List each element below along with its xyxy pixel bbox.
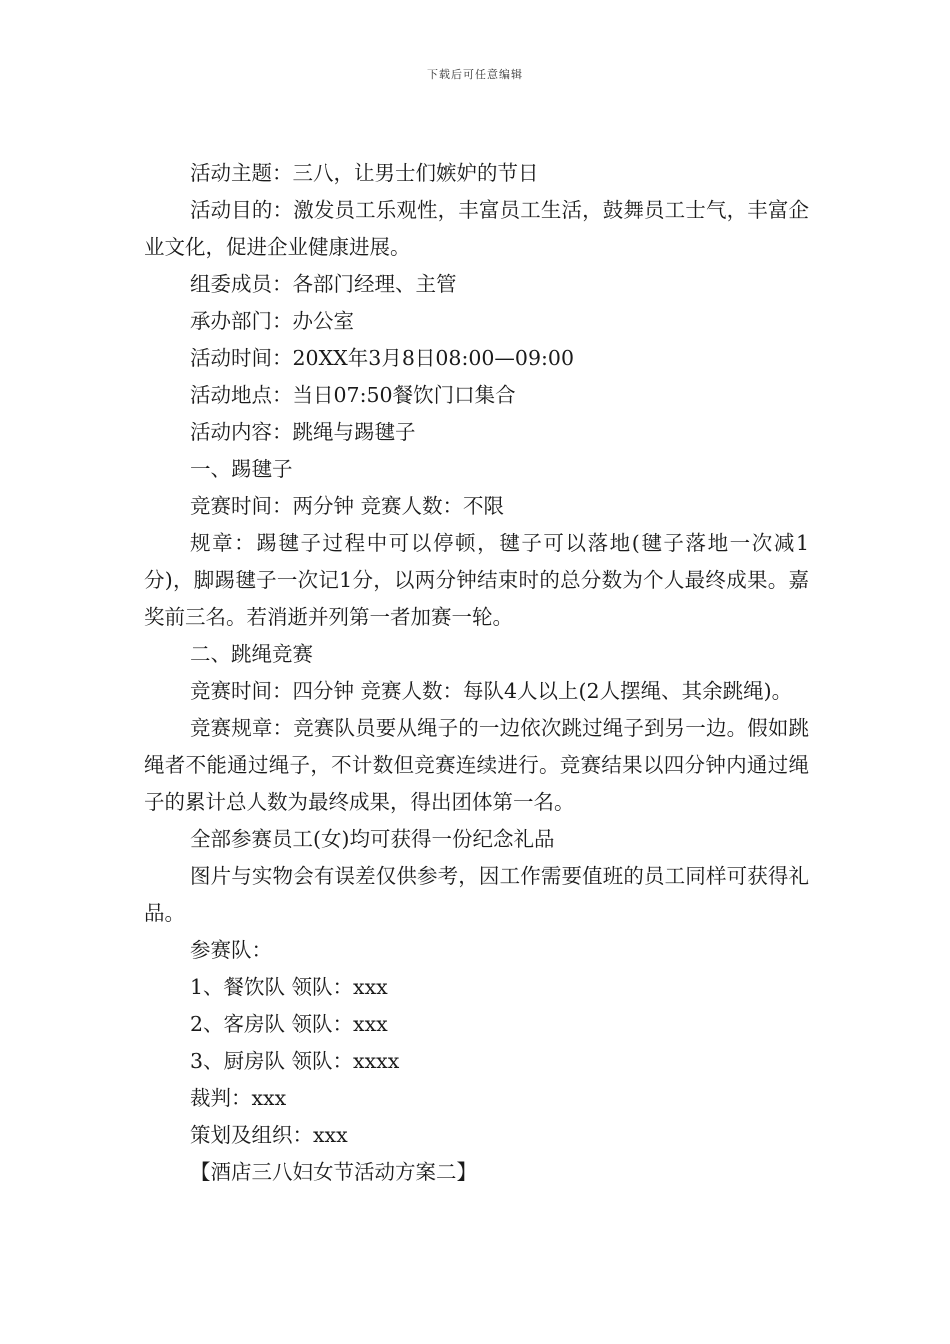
- activity-time: 活动时间：20XX年3月8日08:00—09:00: [190, 346, 575, 370]
- plan-two-title: 【酒店三八妇女节活动方案二】: [190, 1160, 477, 1184]
- referee: 裁判：xxx: [190, 1086, 287, 1110]
- rope-time: 竞赛时间：四分钟 竞赛人数：每队4人以上(2人摆绳、其余跳绳)。: [190, 679, 793, 703]
- activity-content: 活动内容：跳绳与踢毽子: [190, 420, 416, 444]
- activity-theme: 活动主题：三八，让男士们嫉妒的节日: [190, 161, 539, 185]
- section-rope-heading: 二、跳绳竞赛: [190, 642, 313, 666]
- rope-rules: 竞赛规章：竞赛队员要从绳子的一边依次跳过绳子到另一边。假如跳绳者不能通过绳子，不计数但竞赛连续进行。竞赛结果以四分钟内通过绳子的累计总人数为最终成果，得出团体第一名。: [144, 716, 809, 814]
- organizing-department: 承办部门：办公室: [190, 309, 354, 333]
- picture-disclaimer: 图片与实物会有误差仅供参考，因工作需要值班的员工同样可获得礼品。: [144, 864, 809, 925]
- gift-note: 全部参赛员工(女)均可获得一份纪念礼品: [190, 827, 555, 851]
- document-body: [144, 155, 809, 1191]
- activity-purpose: 活动目的：激发员工乐观性，丰富员工生活，鼓舞员工士气，丰富企业文化，促进企业健康进展。: [144, 198, 809, 259]
- planner: 策划及组织：xxx: [190, 1123, 348, 1147]
- shuttlecock-rules: 规章：踢毽子过程中可以停顿，毽子可以落地(毽子落地一次减1分)，脚踢毽子一次记1分，以两分钟结束时的总分数为个人最终成果。嘉奖前三名。若消逝并列第一者加赛一轮。: [144, 531, 809, 629]
- activity-location: 活动地点：当日07:50餐饮门口集合: [190, 383, 516, 407]
- committee-members: 组委成员：各部门经理、主管: [190, 272, 457, 296]
- section-shuttlecock-heading: 一、踢毽子: [190, 457, 293, 481]
- teams-heading: 参赛队：: [190, 938, 272, 962]
- page-header-note: 下载后可任意编辑: [427, 68, 523, 81]
- shuttlecock-time: 竞赛时间：两分钟 竞赛人数：不限: [190, 494, 505, 518]
- team-1: 1、餐饮队 领队：xxx: [190, 975, 388, 999]
- team-3: 3、厨房队 领队：xxxx: [190, 1049, 400, 1073]
- team-2: 2、客房队 领队：xxx: [190, 1012, 388, 1036]
